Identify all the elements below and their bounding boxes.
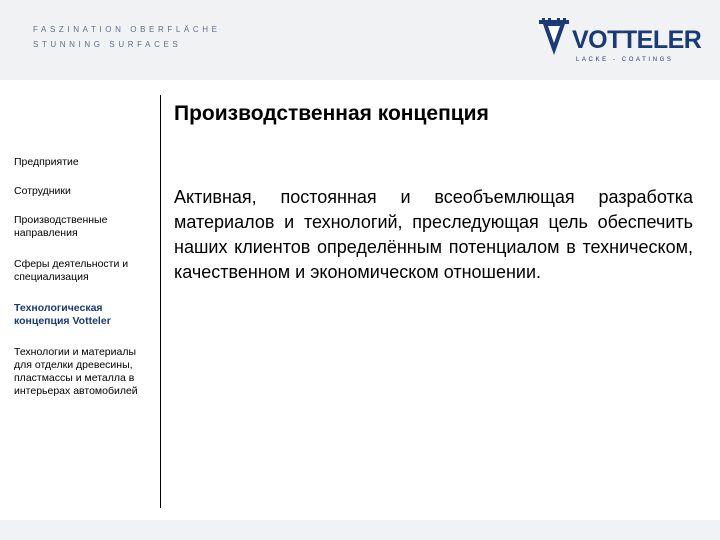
sidebar-item-production-areas[interactable]: Производственные направления — [14, 214, 108, 239]
vertical-divider — [160, 95, 161, 508]
sidebar-item-technology-concept[interactable]: Технологическая концепция Votteler — [14, 302, 111, 327]
footer-band — [0, 520, 720, 540]
concept-description: Активная, постоянная и всеобъемлющая разработка материалов и технологий, преследующая цель обеспечить наших клиентов определённым потенциалом в техническом, качественном и экономическом отношении. — [174, 187, 693, 282]
logo-wordmark: VOTTELER — [572, 26, 702, 54]
sidebar-item-automotive-materials[interactable]: Технологии и материалы для отделки древесины, пластмассы и металла в интерьерах автомобилей — [14, 346, 138, 397]
votteler-logo[interactable] — [538, 18, 702, 68]
logo-subtitle: LACKE - COATINGS — [576, 57, 674, 63]
tagline-line-1: FASZINATION OBERFLÄCHE — [33, 25, 221, 34]
logo-mark-icon — [538, 18, 570, 56]
page-title: Производственная концепция — [174, 102, 489, 125]
sidebar-item-company[interactable]: Предприятие — [14, 156, 79, 168]
sidebar-item-fields-of-activity[interactable]: Сферы деятельности и специализация — [14, 258, 129, 283]
tagline-line-2: STUNNING SURFACES — [33, 40, 182, 49]
sidebar-item-employees[interactable]: Сотрудники — [14, 185, 71, 197]
